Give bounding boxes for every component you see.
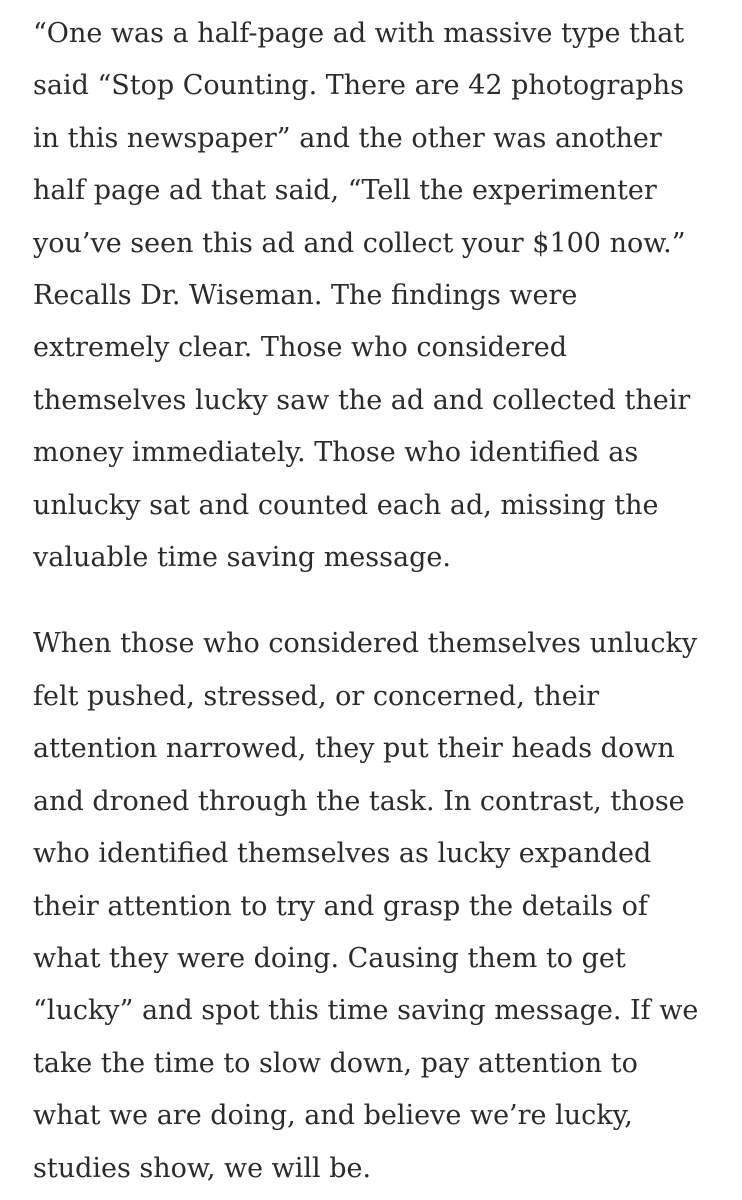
- paragraph-study-ads: [33, 8, 733, 584]
- text-line: When those who considered themselves unlucky: [33, 628, 698, 660]
- text-line: extremely clear. Those who considered: [33, 332, 568, 364]
- text-line: who identified themselves as lucky expanded: [33, 838, 652, 870]
- text-line: take the time to slow down, pay attention to: [33, 1047, 638, 1079]
- text-line: “One was a half-page ad with massive type that: [33, 18, 685, 49]
- text-line: you’ve seen this ad and collect your $100 now.”: [33, 227, 686, 259]
- text-line: Recalls Dr. Wiseman. The findings were: [33, 280, 578, 312]
- text-line: attention narrowed, they put their heads down: [33, 733, 675, 765]
- article-body: [33, 8, 733, 1195]
- text-line: money immediately. Those who identified as: [33, 437, 639, 469]
- text-line: “lucky” and spot this time saving message. If we: [33, 995, 699, 1027]
- paragraph-attention: [33, 618, 733, 1194]
- text-line: what they were doing. Causing them to get: [33, 942, 626, 974]
- text-line: themselves lucky saw the ad and collected their: [33, 384, 691, 416]
- text-line: said “Stop Counting. There are 42 photographs: [33, 70, 684, 102]
- text-line: unlucky sat and counted each ad, missing the: [33, 489, 659, 521]
- text-line: and droned through the task. In contrast, those: [33, 785, 685, 817]
- text-line: felt pushed, stressed, or concerned, their: [33, 680, 600, 712]
- text-line: half page ad that said, “Tell the experimenter: [33, 175, 657, 207]
- text-line: studies show, we will be.: [33, 1152, 372, 1184]
- text-line: what we are doing, and believe we’re lucky,: [33, 1100, 633, 1132]
- text-line: valuable time saving message.: [33, 542, 451, 574]
- text-line: their attention to try and grasp the details of: [33, 890, 648, 922]
- text-line: in this newspaper” and the other was another: [33, 122, 662, 154]
